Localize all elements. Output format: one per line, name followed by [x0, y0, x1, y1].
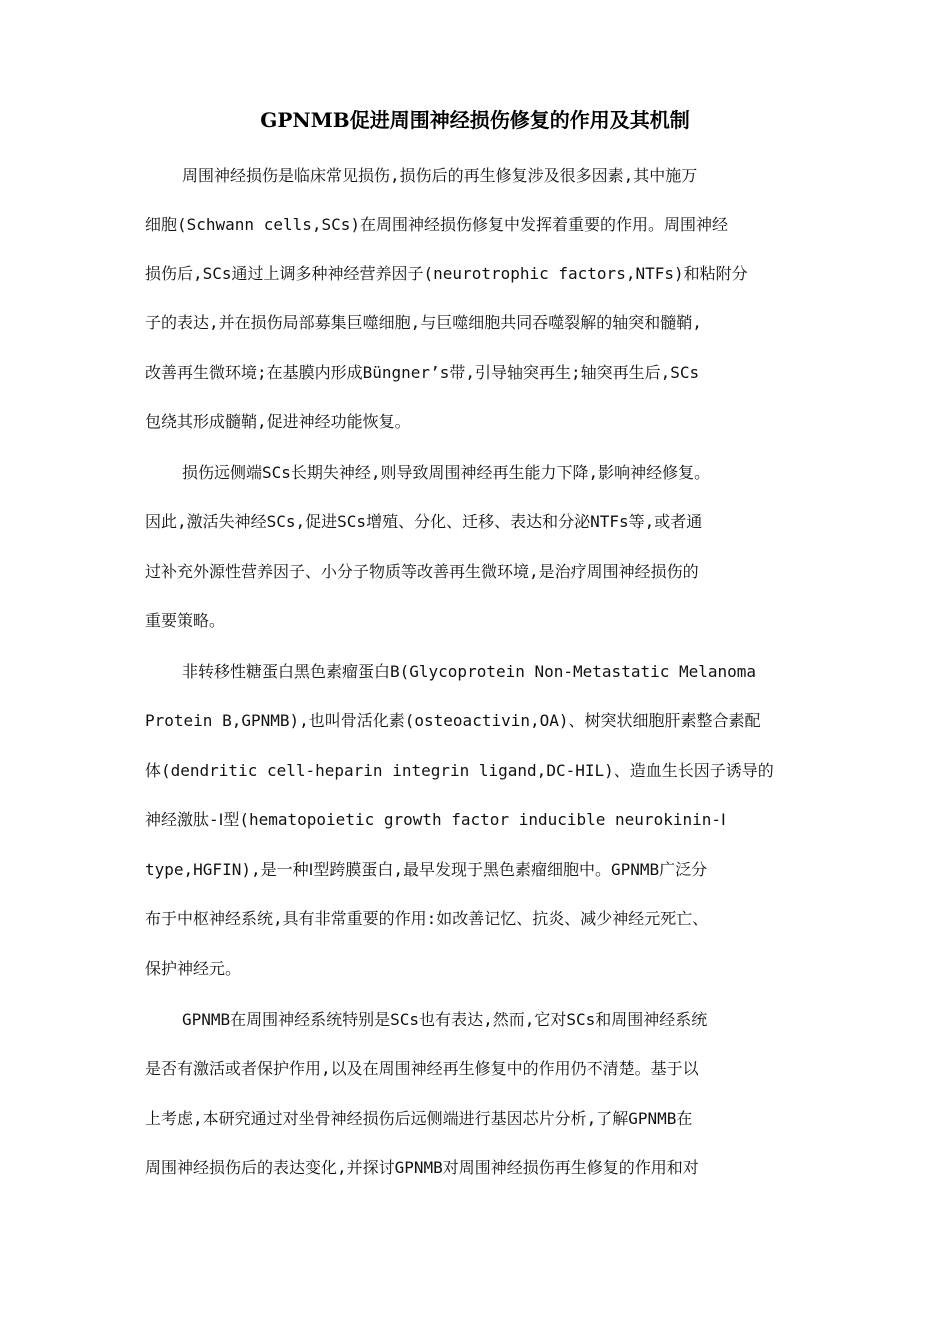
paragraph-1-line-5: 改善再生微环境;在基膜内形成Büngner’s带,引导轴突再生;轴突再生后,SCs: [145, 363, 700, 382]
paragraph-2-line-4: 重要策略。: [145, 611, 226, 630]
paragraph-2-line-1: 损伤远侧端SCs长期失神经,则导致周围神经再生能力下降,影响神经修复。: [182, 463, 711, 482]
paragraph-3-line-5: type,HGFIN),是一种Ⅰ型跨膜蛋白,最早发现于黑色素瘤细胞中。GPNMB广泛分: [145, 860, 708, 879]
paragraph-1-line-1: 周围神经损伤是临床常见损伤,损伤后的再生修复涉及很多因素,其中施万: [182, 166, 698, 185]
paragraph-2-line-3: 过补充外源性营养因子、小分子物质等改善再生微环境,是治疗周围神经损伤的: [145, 562, 699, 581]
page-title: GPNMB促进周围神经损伤修复的作用及其机制: [260, 108, 690, 132]
paragraph-1-line-4: 子的表达,并在损伤局部募集巨噬细胞,与巨噬细胞共同吞噬裂解的轴突和髓鞘,: [145, 313, 702, 332]
paragraph-3-line-7: 保护神经元。: [145, 959, 242, 978]
paragraph-3-line-3: 体(dendritic cell-heparin integrin ligand,DC-HIL)、造血生长因子诱导的: [145, 761, 774, 780]
paragraph-1-line-2: 细胞(Schwann cells,SCs)在周围神经损伤修复中发挥着重要的作用。周围神经: [145, 215, 729, 234]
paragraph-1-line-3: 损伤后,SCs通过上调多种神经营养因子(neurotrophic factors,NTFs)和粘附分: [145, 264, 748, 283]
paragraph-4-line-2: 是否有激活或者保护作用,以及在周围神经再生修复中的作用仍不清楚。基于以: [145, 1059, 699, 1078]
paragraph-2-line-2: 因此,激活失神经SCs,促进SCs增殖、分化、迁移、表达和分泌NTFs等,或者通: [145, 512, 703, 531]
paragraph-4-line-4: 周围神经损伤后的表达变化,并探讨GPNMB对周围神经损伤再生修复的作用和对: [145, 1158, 699, 1177]
paragraph-3-line-6: 布于中枢神经系统,具有非常重要的作用:如改善记忆、抗炎、减少神经元死亡、: [145, 909, 709, 928]
paragraph-3-line-4: 神经激肽-Ⅰ型(hematopoietic growth factor inducible neurokinin-Ⅰ: [145, 810, 726, 829]
paragraph-4-line-1: GPNMB在周围神经系统特别是SCs也有表达,然而,它对SCs和周围神经系统: [182, 1010, 708, 1029]
paragraph-3-line-1: 非转移性糖蛋白黑色素瘤蛋白B(Glycoprotein Non-Metastatic Melanoma: [182, 662, 757, 681]
paragraph-4-line-3: 上考虑,本研究通过对坐骨神经损伤后远侧端进行基因芯片分析,了解GPNMB在: [145, 1109, 693, 1128]
paragraph-3-line-2: Protein B,GPNMB),也叫骨活化素(osteoactivin,OA)、树突状细胞肝素整合素配: [145, 711, 761, 730]
paragraph-1-line-6: 包绕其形成髓鞘,促进神经功能恢复。: [145, 412, 411, 431]
